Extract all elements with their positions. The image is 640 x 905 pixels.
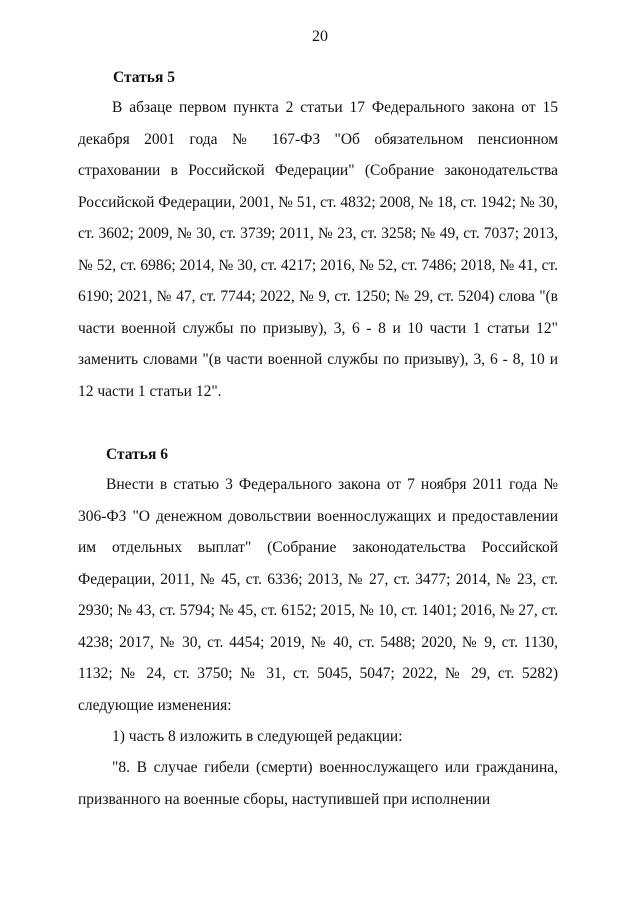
article-5-paragraph: В абзаце первом пункта 2 статьи 17 Федерального закона от 15 декабря 2001 года № 167-ФЗ "Об обязательном пенсионном страховании в Российской Федерации" (Собрание законодательства Российской Федерации, 2001, № 51, ст. 4832; 2008, № 18, ст. 1942; № 30, ст. 3602; 2009, № 30, ст. 3739; 2011, № 23, ст. 3258; № 49, ст. 7037; 2013, № 52, ст. 6986; 2014, № 30, ст. 4217; 2016, № 52, ст. 7486; 2018, № 41, ст. 6190; 2021, № 47, ст. 7744; 2022, № 9, ст. 1250; № 29, ст. 5204) слова "(в части военной службы по призыву), 3, 6 - 8 и 10 части 1 статьи 12" заменить словами "(в части военной службы по призыву), 3, 6 - 8, 10 и 12 части 1 статьи 12". [78, 99, 558, 400]
page-number: 20 [312, 28, 328, 45]
article-6-paragraph: Внести в статью 3 Федерального закона от 7 ноября 2011 года № 306-ФЗ "О денежном довольствии военнослужащих и предоставлении им отдельных выплат" (Собрание законодательства Российской Федерации, 2011, № 45, ст. 6336; 2013, № 27, ст. 3477; 2014, № 23, ст. 2930; № 43, ст. 5794; № 45, ст. 6152; 2015, № 10, ст. 1401; 2016, № 27, ст. 4238; 2017, № 30, ст. 4454; 2019, № 40, ст. 5488; 2020, № 9, ст. 1130, 1132; № 24, ст. 3750; № 31, ст. 5045, 5047; 2022, № 29, ст. 5282) следующие изменения: [78, 476, 558, 714]
article-6-quote: "8. В случае гибели (смерти) военнослужащего или гражданина, призванного на военные сборы, наступившей при исполнении [78, 759, 558, 808]
article-6-heading: Статья 6 [106, 446, 168, 463]
article-5-heading: Статья 5 [113, 69, 175, 86]
article-6-item-1: 1) часть 8 изложить в следующей редакции: [112, 728, 403, 745]
